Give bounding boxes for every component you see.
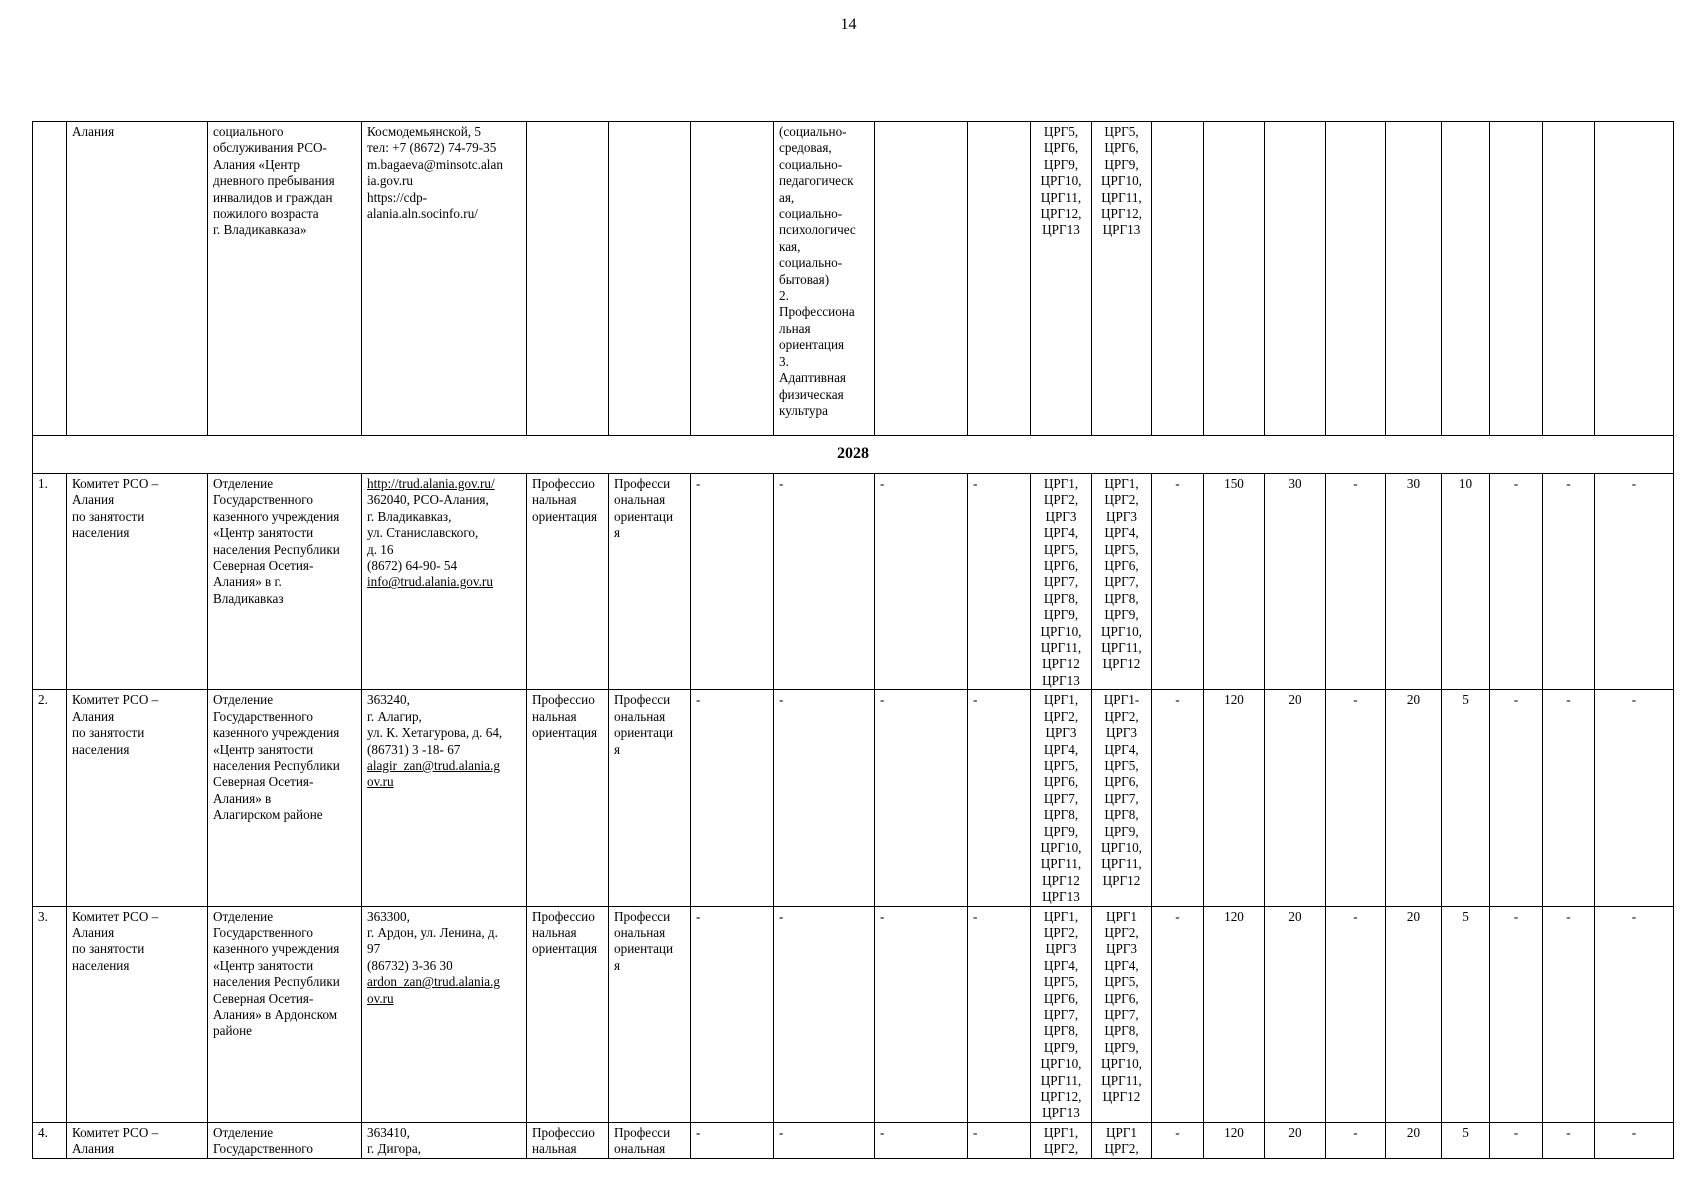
value-cell: 120 xyxy=(1204,690,1265,906)
website-link[interactable]: http://trud.alania.gov.ru/ xyxy=(367,476,495,491)
value-cell: - xyxy=(691,474,774,690)
table-row xyxy=(33,1122,1674,1158)
service-cell: Професси ональная ориентаци я xyxy=(609,474,691,690)
org-cell: Отделение Государственного казенного учреждения «Центр занятости населения Республики Северная Осетия- Алания» в Ардонском районе xyxy=(208,906,362,1122)
service-cell: Профессио нальная ориентация xyxy=(527,906,609,1122)
email-link[interactable]: info@trud.alania.gov.ru xyxy=(367,574,493,590)
org-cell: Отделение Государственного казенного учреждения «Центр занятости населения Республики Северная Осетия- Алания» в г. Владикавказ xyxy=(208,474,362,690)
groups-cell: ЦРГ1, ЦРГ2, ЦРГ3 ЦРГ4, ЦРГ5, ЦРГ6, ЦРГ7, ЦРГ8, ЦРГ9, ЦРГ10, ЦРГ11, ЦРГ12, ЦРГ13 xyxy=(1031,906,1092,1122)
value-cell: - xyxy=(1152,690,1204,906)
groups-cell: ЦРГ5, ЦРГ6, ЦРГ9, ЦРГ10, ЦРГ11, ЦРГ12, ЦРГ13 xyxy=(1092,122,1152,436)
service-cell: Професси ональная ориентаци я xyxy=(609,690,691,906)
groups-cell: ЦРГ1, ЦРГ2, xyxy=(1031,1122,1092,1158)
row-number: 3. xyxy=(33,906,67,1122)
services-table xyxy=(32,121,1674,1159)
value-cell: - xyxy=(1490,1122,1543,1158)
value-cell: - xyxy=(875,906,968,1122)
value-cell: 5 xyxy=(1442,1122,1490,1158)
contacts-cell xyxy=(362,474,527,690)
value-cell: 150 xyxy=(1204,474,1265,690)
email-link[interactable]: alagir_zan@trud.alania.g ov.ru xyxy=(367,757,500,790)
service-cell: Професси ональная xyxy=(609,1122,691,1158)
groups-cell: ЦРГ1, ЦРГ2, ЦРГ3 ЦРГ4, ЦРГ5, ЦРГ6, ЦРГ7, ЦРГ8, ЦРГ9, ЦРГ10, ЦРГ11, ЦРГ12 ЦРГ13 xyxy=(1031,474,1092,690)
contacts-text: 363300, г. Ардон, ул. Ленина, д. 97 (86732) 3-36 30 xyxy=(367,908,498,973)
contacts-text: 362040, РСО-Алания, г. Владикавказ, ул. Станиславского, д. 16 (8672) 64-90- 54 xyxy=(367,492,489,574)
value-cell: - xyxy=(1543,690,1595,906)
table-row xyxy=(33,690,1674,906)
value-cell: - xyxy=(1326,474,1386,690)
contacts-cell: 363410, г. Дигора, xyxy=(362,1122,527,1158)
value-cell: 20 xyxy=(1386,1122,1442,1158)
year-heading: 2028 xyxy=(33,436,1674,474)
groups-cell: ЦРГ1- ЦРГ2, ЦРГ3 ЦРГ4, ЦРГ5, ЦРГ6, ЦРГ7, ЦРГ8, ЦРГ9, ЦРГ10, ЦРГ11, ЦРГ12 xyxy=(1092,690,1152,906)
value-cell: 20 xyxy=(1265,906,1326,1122)
value-cell: 20 xyxy=(1386,906,1442,1122)
value-cell: - xyxy=(774,690,875,906)
value-cell: - xyxy=(1595,690,1674,906)
value-cell: 20 xyxy=(1265,690,1326,906)
value-cell: - xyxy=(1595,906,1674,1122)
value-cell: - xyxy=(1152,1122,1204,1158)
row-number: 1. xyxy=(33,474,67,690)
contacts-cell: Космодемьянской, 5 тел: +7 (8672) 74-79-35 m.bagaeva@minsotc.alan ia.gov.ru https://cdp- alania.aln.socinfo.ru/ xyxy=(362,122,527,436)
groups-cell: ЦРГ1, ЦРГ2, ЦРГ3 ЦРГ4, ЦРГ5, ЦРГ6, ЦРГ7, ЦРГ8, ЦРГ9, ЦРГ10, ЦРГ11, ЦРГ12 ЦРГ13 xyxy=(1031,690,1092,906)
org-cell: социального обслуживания РСО- Алания «Центр дневного пребывания инвалидов и граждан пожилого возраста г. Владикавказа» xyxy=(208,122,362,436)
value-cell: 30 xyxy=(1386,474,1442,690)
table-row xyxy=(33,474,1674,690)
contacts-text: 363240, г. Алагир, ул. К. Хетагурова, д. 64, (86731) 3 -18- 67 xyxy=(367,692,503,757)
service-cell: Профессио нальная ориентация xyxy=(527,474,609,690)
row-number: 4. xyxy=(33,1122,67,1158)
value-cell: - xyxy=(774,474,875,690)
value-cell: - xyxy=(691,690,774,906)
service-cell: Профессио нальная ориентация xyxy=(527,690,609,906)
groups-cell: ЦРГ1 ЦРГ2, xyxy=(1092,1122,1152,1158)
contacts-cell xyxy=(362,690,527,906)
value-cell: - xyxy=(968,906,1031,1122)
value-cell: - xyxy=(1595,1122,1674,1158)
value-cell: - xyxy=(1326,1122,1386,1158)
value-cell: - xyxy=(1595,474,1674,690)
table-row xyxy=(33,906,1674,1122)
value-cell: - xyxy=(1543,906,1595,1122)
body-cell: Комитет РСО – Алания по занятости населения xyxy=(67,474,208,690)
body-cell: Комитет РСО – Алания по занятости населения xyxy=(67,690,208,906)
service-cell: Профессио нальная xyxy=(527,1122,609,1158)
value-cell: 30 xyxy=(1265,474,1326,690)
value-cell: - xyxy=(1490,474,1543,690)
body-cell: Комитет РСО – Алания по занятости населения xyxy=(67,906,208,1122)
value-cell: 5 xyxy=(1442,690,1490,906)
email-link[interactable]: ardon_zan@trud.alania.g ov.ru xyxy=(367,974,500,1006)
org-cell: Отделение Государственного казенного учреждения «Центр занятости населения Республики Северная Осетия- Алания» в Алагирском районе xyxy=(208,690,362,906)
value-cell: - xyxy=(1490,906,1543,1122)
value-cell: 5 xyxy=(1442,906,1490,1122)
value-cell: - xyxy=(1152,474,1204,690)
value-cell: 20 xyxy=(1265,1122,1326,1158)
row-number: 2. xyxy=(33,690,67,906)
value-cell: 10 xyxy=(1442,474,1490,690)
value-cell: - xyxy=(691,1122,774,1158)
value-cell: - xyxy=(875,690,968,906)
value-cell: 120 xyxy=(1204,906,1265,1122)
groups-cell: ЦРГ1, ЦРГ2, ЦРГ3 ЦРГ4, ЦРГ5, ЦРГ6, ЦРГ7, ЦРГ8, ЦРГ9, ЦРГ10, ЦРГ11, ЦРГ12 xyxy=(1092,474,1152,690)
value-cell: - xyxy=(968,474,1031,690)
value-cell: - xyxy=(1543,474,1595,690)
value-cell: - xyxy=(875,1122,968,1158)
value-cell: - xyxy=(774,1122,875,1158)
value-cell: - xyxy=(1326,906,1386,1122)
contacts-cell xyxy=(362,906,527,1122)
service-cell: Професси ональная ориентаци я xyxy=(609,906,691,1122)
org-cell: Отделение Государственного xyxy=(208,1122,362,1158)
page-number: 14 xyxy=(840,16,857,33)
groups-cell: ЦРГ5, ЦРГ6, ЦРГ9, ЦРГ10, ЦРГ11, ЦРГ12, ЦРГ13 xyxy=(1031,122,1092,436)
value-cell: - xyxy=(691,906,774,1122)
groups-cell: ЦРГ1 ЦРГ2, ЦРГ3 ЦРГ4, ЦРГ5, ЦРГ6, ЦРГ7, ЦРГ8, ЦРГ9, ЦРГ10, ЦРГ11, ЦРГ12 xyxy=(1092,906,1152,1122)
value-cell: - xyxy=(1490,690,1543,906)
region-cell: Алания xyxy=(67,122,208,436)
body-cell: Комитет РСО – Алания xyxy=(67,1122,208,1158)
value-cell: - xyxy=(968,1122,1031,1158)
value-cell: - xyxy=(1326,690,1386,906)
services-cell: (социально- средовая, социально- педагогическ ая, социально- психологичес кая, социально- бытовая) 2. Профессиона льная ориентация 3. Адаптивная физическая культура xyxy=(774,122,875,436)
value-cell: - xyxy=(968,690,1031,906)
year-row xyxy=(33,436,1674,474)
value-cell: 120 xyxy=(1204,1122,1265,1158)
value-cell: - xyxy=(1152,906,1204,1122)
value-cell: - xyxy=(875,474,968,690)
value-cell: 20 xyxy=(1386,690,1442,906)
value-cell: - xyxy=(1543,1122,1595,1158)
value-cell: - xyxy=(774,906,875,1122)
table-row xyxy=(33,122,1674,436)
